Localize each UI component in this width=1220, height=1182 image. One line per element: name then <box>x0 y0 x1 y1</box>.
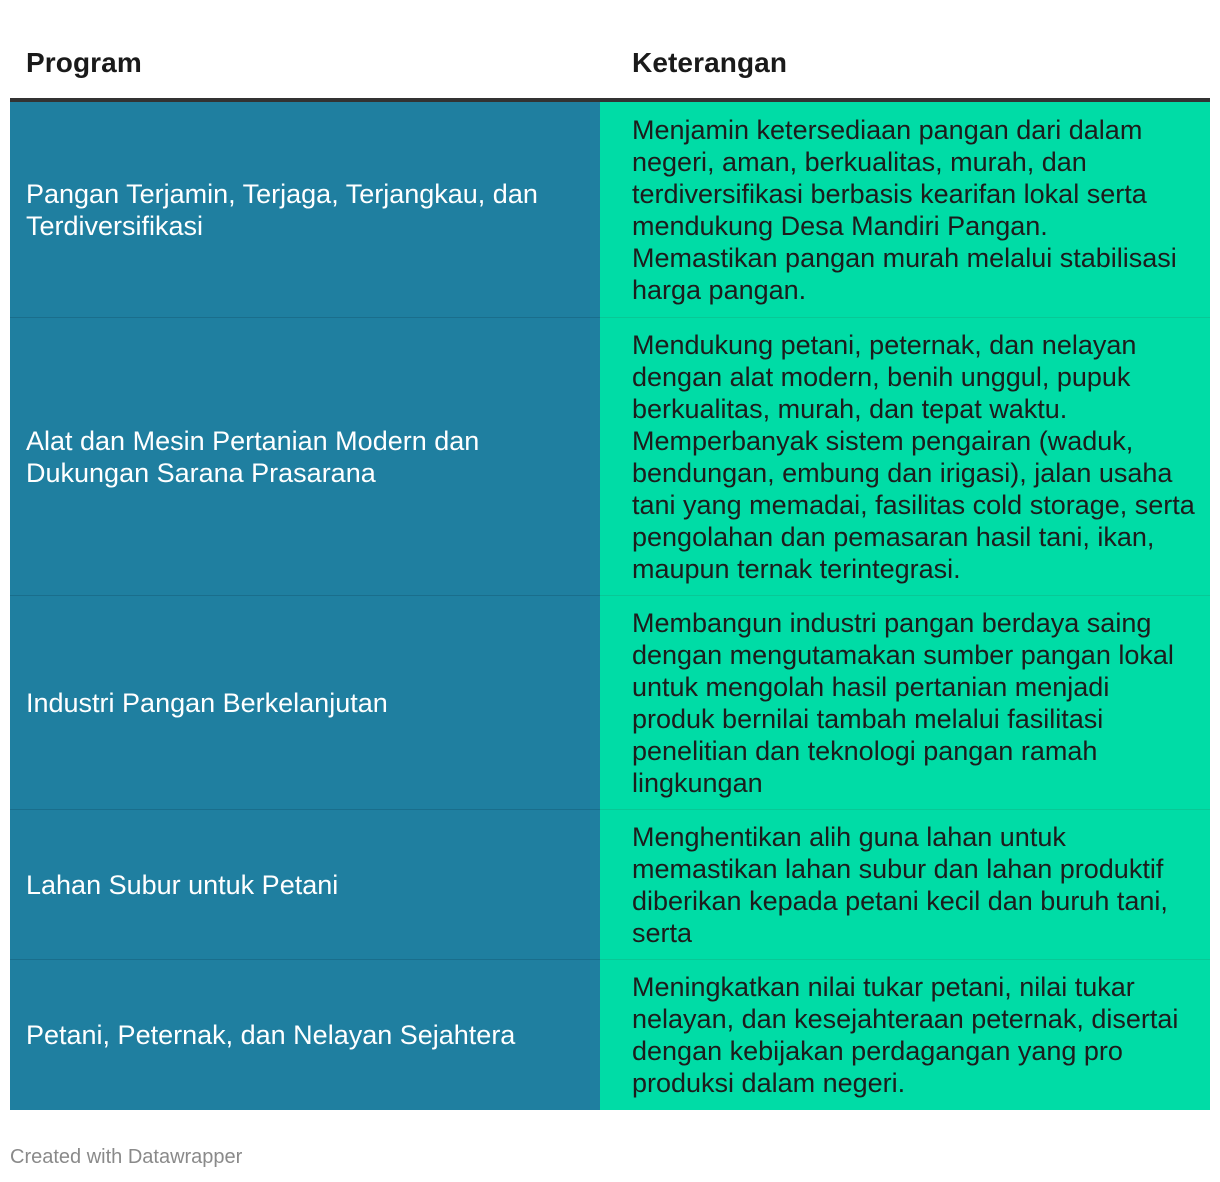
program-cell: Lahan Subur untuk Petani <box>10 810 600 960</box>
keterangan-cell: Menghentikan alih guna lahan untuk memastikan lahan subur dan lahan produktif diberikan kepada petani kecil dan buruh tani, serta <box>600 810 1210 960</box>
table-row <box>10 318 1210 596</box>
program-cell: Petani, Peternak, dan Nelayan Sejahtera <box>10 960 600 1110</box>
table-row <box>10 102 1210 318</box>
table-row <box>10 960 1210 1110</box>
keterangan-cell: Meningkatkan nilai tukar petani, nilai tukar nelayan, dan kesejahteraan peternak, disertai dengan kebijakan perdagangan yang pro produksi dalam negeri. <box>600 960 1210 1110</box>
data-table <box>10 28 1210 1110</box>
keterangan-cell: Membangun industri pangan berdaya saing dengan mengutamakan sumber pangan lokal untuk mengolah hasil pertanian menjadi produk bernilai tambah melalui fasilitasi penelitian dan teknologi pangan ramah lingkungan <box>600 596 1210 810</box>
keterangan-cell: Mendukung petani, peternak, dan nelayan dengan alat modern, benih unggul, pupuk berkualitas, murah, dan tepat waktu. Memperbanyak sistem pengairan (waduk, bendungan, embung dan irigasi), jalan usaha tani yang memadai, fasilitas cold storage, serta pengolahan dan pemasaran hasil tani, ikan, maupun ternak terintegrasi. <box>600 318 1210 596</box>
table-row <box>10 596 1210 810</box>
datawrapper-credit[interactable]: Created with Datawrapper <box>10 1146 243 1168</box>
table-header <box>10 28 1210 102</box>
program-cell: Pangan Terjamin, Terjaga, Terjangkau, dan Terdiversifikasi <box>10 102 600 318</box>
table-row <box>10 810 1210 960</box>
program-cell: Industri Pangan Berkelanjutan <box>10 596 600 810</box>
keterangan-cell: Menjamin ketersediaan pangan dari dalam negeri, aman, berkualitas, murah, dan terdiversifikasi berbasis kearifan lokal serta mendukung Desa Mandiri Pangan. Memastikan pangan murah melalui stabilisasi harga pangan. <box>600 102 1210 318</box>
column-header-program: Program <box>26 47 142 78</box>
program-cell: Alat dan Mesin Pertanian Modern dan Dukungan Sarana Prasarana <box>10 318 600 596</box>
column-header-keterangan: Keterangan <box>632 47 788 78</box>
